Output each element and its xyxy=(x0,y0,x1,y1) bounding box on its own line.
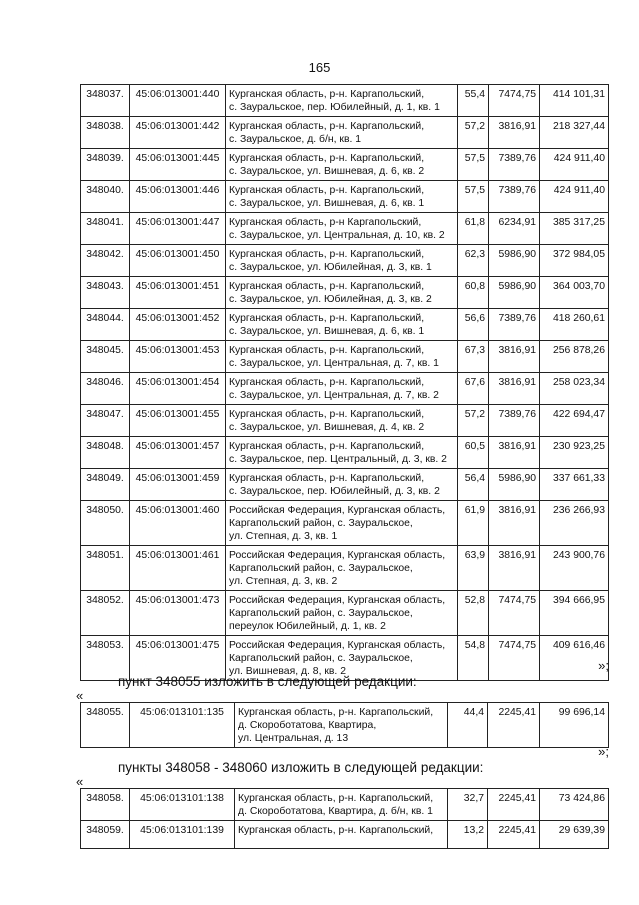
table-row xyxy=(81,405,609,437)
amendment-instruction: пункты 348058 - 348060 изложить в следующей редакции: xyxy=(118,760,484,775)
page-number: 165 xyxy=(308,60,331,75)
cell-cadastral-number: 45:06:013001:461 xyxy=(130,546,226,591)
address-line: Курганская область, р-н. Каргапольский, xyxy=(229,185,425,196)
cell-cadastral-cost: 258 023,34 xyxy=(540,373,609,405)
address-line: с. Зауральское, пер. Юбилейный, д. 1, кв. 1 xyxy=(229,102,440,113)
address-line: с. Зауральское, д. б/н, кв. 1 xyxy=(229,134,362,145)
cell-unit-price: 2245,41 xyxy=(488,703,540,748)
cell-area-value: 57,5 xyxy=(458,181,489,213)
cell-address xyxy=(226,277,458,309)
cell-address xyxy=(226,117,458,149)
cell-cadastral-cost: 236 266,93 xyxy=(540,501,609,546)
address-line: Курганская область, р-н Каргапольский, xyxy=(229,217,422,228)
table-row xyxy=(81,85,609,117)
cell-area-value: 44,4 xyxy=(448,703,488,748)
cell-area-value: 52,8 xyxy=(458,591,489,636)
cell-row-number: 348047. xyxy=(81,405,130,437)
address-line: ул. Степная, д. 3, кв. 1 xyxy=(229,531,338,542)
address-line: Курганская область, р-н. Каргапольский, xyxy=(229,345,425,356)
cell-unit-price: 2245,41 xyxy=(488,789,540,821)
address-line: Каргапольский район, с. Зауральское, xyxy=(229,653,413,664)
address-line: Курганская область, р-н. Каргапольский, xyxy=(229,89,425,100)
cell-area-value: 54,8 xyxy=(458,636,489,681)
cell-area-value: 57,5 xyxy=(458,149,489,181)
address-line: Курганская область, р-н. Каргапольский, xyxy=(238,825,434,836)
address-line: переулок Юбилейный, д. 1, кв. 2 xyxy=(229,621,386,632)
cell-row-number: 348039. xyxy=(81,149,130,181)
cell-row-number: 348040. xyxy=(81,181,130,213)
cell-area-value: 57,2 xyxy=(458,117,489,149)
cell-cadastral-cost: 230 923,25 xyxy=(540,437,609,469)
cell-cadastral-cost: 414 101,31 xyxy=(540,85,609,117)
cell-address xyxy=(226,469,458,501)
table-row xyxy=(81,821,609,849)
cell-unit-price: 7474,75 xyxy=(489,636,540,681)
registry-table-amended-348058-348060 xyxy=(80,788,609,849)
cell-area-value: 57,2 xyxy=(458,405,489,437)
cell-unit-price: 7389,76 xyxy=(489,149,540,181)
cell-cadastral-number: 45:06:013001:445 xyxy=(130,149,226,181)
cell-unit-price: 3816,91 xyxy=(489,501,540,546)
address-line: Каргапольский район, с. Зауральское, xyxy=(229,563,413,574)
address-line: Российская Федерация, Курганская область, xyxy=(229,595,446,606)
cell-unit-price: 3816,91 xyxy=(489,117,540,149)
cell-cadastral-cost: 218 327,44 xyxy=(540,117,609,149)
cell-cadastral-cost: 256 878,26 xyxy=(540,341,609,373)
cell-cadastral-number: 45:06:013001:459 xyxy=(130,469,226,501)
cell-cadastral-number: 45:06:013001:446 xyxy=(130,181,226,213)
cell-address xyxy=(226,405,458,437)
table-row xyxy=(81,469,609,501)
address-line: Курганская область, р-н. Каргапольский, xyxy=(229,121,425,132)
cell-row-number: 348043. xyxy=(81,277,130,309)
closing-quote: »; xyxy=(598,744,609,759)
address-line: ул. Центральная, д. 13 xyxy=(238,733,349,744)
address-line: с. Зауральское, ул. Вишневая, д. 4, кв. 2 xyxy=(229,422,425,433)
address-line: с. Зауральское, ул. Центральная, д. 10, кв. 2 xyxy=(229,230,445,241)
cell-address xyxy=(226,245,458,277)
cell-cadastral-number: 45:06:013001:460 xyxy=(130,501,226,546)
cell-row-number: 348052. xyxy=(81,591,130,636)
cell-row-number: 348059. xyxy=(81,821,130,849)
cell-cadastral-number: 45:06:013001:454 xyxy=(130,373,226,405)
address-line: с. Зауральское, ул. Юбилейная, д. 3, кв. 1 xyxy=(229,262,432,273)
cell-cadastral-number: 45:06:013001:447 xyxy=(130,213,226,245)
cell-row-number: 348050. xyxy=(81,501,130,546)
cell-address xyxy=(226,373,458,405)
cell-cadastral-number: 45:06:013001:475 xyxy=(130,636,226,681)
address-line: Курганская область, р-н. Каргапольский, xyxy=(229,409,425,420)
cell-cadastral-cost: 364 003,70 xyxy=(540,277,609,309)
cell-area-value: 13,2 xyxy=(448,821,488,849)
cell-address xyxy=(226,341,458,373)
cell-unit-price: 3816,91 xyxy=(489,437,540,469)
table-row xyxy=(81,277,609,309)
cell-unit-price: 3816,91 xyxy=(489,546,540,591)
cell-address xyxy=(226,437,458,469)
cell-cadastral-number: 45:06:013001:452 xyxy=(130,309,226,341)
cell-unit-price: 5986,90 xyxy=(489,245,540,277)
cell-row-number: 348055. xyxy=(81,703,130,748)
address-line: Курганская область, р-н. Каргапольский, xyxy=(238,707,434,718)
cell-area-value: 61,8 xyxy=(458,213,489,245)
table-row xyxy=(81,117,609,149)
opening-quote: « xyxy=(76,688,84,703)
table-row xyxy=(81,591,609,636)
cell-address xyxy=(226,309,458,341)
table-row xyxy=(81,373,609,405)
cell-cadastral-cost: 424 911,40 xyxy=(540,181,609,213)
cell-address xyxy=(226,546,458,591)
cell-area-value: 56,4 xyxy=(458,469,489,501)
cell-unit-price: 7474,75 xyxy=(489,85,540,117)
cell-area-value: 32,7 xyxy=(448,789,488,821)
opening-quote: « xyxy=(76,774,84,789)
address-line: Российская Федерация, Курганская область, xyxy=(229,550,446,561)
address-line: с. Зауральское, ул. Юбилейная, д. 3, кв. 2 xyxy=(229,294,432,305)
cell-unit-price: 2245,41 xyxy=(488,821,540,849)
address-line: Курганская область, р-н. Каргапольский, xyxy=(229,313,425,324)
address-line: Курганская область, р-н. Каргапольский, xyxy=(229,153,425,164)
cell-cadastral-cost: 243 900,76 xyxy=(540,546,609,591)
table-row xyxy=(81,245,609,277)
cell-address xyxy=(226,181,458,213)
cell-cadastral-number: 45:06:013101:139 xyxy=(130,821,235,849)
cell-row-number: 348049. xyxy=(81,469,130,501)
cell-unit-price: 7389,76 xyxy=(489,309,540,341)
table-row xyxy=(81,309,609,341)
cell-unit-price: 7474,75 xyxy=(489,591,540,636)
cell-cadastral-cost: 424 911,40 xyxy=(540,149,609,181)
cell-cadastral-cost: 99 696,14 xyxy=(540,703,609,748)
cell-row-number: 348048. xyxy=(81,437,130,469)
address-line: Курганская область, р-н. Каргапольский, xyxy=(229,441,425,452)
table-row xyxy=(81,437,609,469)
cell-unit-price: 6234,91 xyxy=(489,213,540,245)
table-row xyxy=(81,213,609,245)
cell-cadastral-cost: 73 424,86 xyxy=(540,789,609,821)
cell-cadastral-number: 45:06:013001:450 xyxy=(130,245,226,277)
table-row xyxy=(81,789,609,821)
cell-unit-price: 7389,76 xyxy=(489,181,540,213)
address-line: с. Зауральское, ул. Вишневая, д. 6, кв. 2 xyxy=(229,166,425,177)
table-row xyxy=(81,546,609,591)
cell-cadastral-cost: 409 616,46 xyxy=(540,636,609,681)
cell-cadastral-number: 45:06:013001:473 xyxy=(130,591,226,636)
cell-cadastral-cost: 418 260,61 xyxy=(540,309,609,341)
address-line: Российская Федерация, Курганская область, xyxy=(229,505,446,516)
table-row xyxy=(81,181,609,213)
cell-address xyxy=(226,213,458,245)
cell-row-number: 348041. xyxy=(81,213,130,245)
cell-area-value: 61,9 xyxy=(458,501,489,546)
address-line: Курганская область, р-н. Каргапольский, xyxy=(229,473,425,484)
cell-cadastral-number: 45:06:013101:135 xyxy=(130,703,235,748)
cell-unit-price: 3816,91 xyxy=(489,373,540,405)
address-line: Курганская область, р-н. Каргапольский, xyxy=(229,377,425,388)
cell-address xyxy=(235,703,448,748)
cell-row-number: 348053. xyxy=(81,636,130,681)
address-line: Курганская область, р-н. Каргапольский, xyxy=(229,249,425,260)
cell-row-number: 348051. xyxy=(81,546,130,591)
cell-address xyxy=(226,501,458,546)
table-row xyxy=(81,703,609,748)
cell-address xyxy=(235,821,448,849)
cell-cadastral-number: 45:06:013101:138 xyxy=(130,789,235,821)
address-line: с. Зауральское, пер. Юбилейный, д. 3, кв. 2 xyxy=(229,486,440,497)
address-line: с. Зауральское, ул. Вишневая, д. 6, кв. 1 xyxy=(229,326,425,337)
cell-address xyxy=(226,85,458,117)
address-line: с. Зауральское, пер. Центральный, д. 3, кв. 2 xyxy=(229,454,447,465)
cell-cadastral-number: 45:06:013001:453 xyxy=(130,341,226,373)
cell-row-number: 348058. xyxy=(81,789,130,821)
cell-unit-price: 5986,90 xyxy=(489,277,540,309)
cell-row-number: 348038. xyxy=(81,117,130,149)
cell-area-value: 63,9 xyxy=(458,546,489,591)
table-row xyxy=(81,341,609,373)
cell-address xyxy=(226,591,458,636)
table-row xyxy=(81,501,609,546)
cell-unit-price: 5986,90 xyxy=(489,469,540,501)
address-line: Каргапольский район, с. Зауральское, xyxy=(229,518,413,529)
cell-cadastral-cost: 394 666,95 xyxy=(540,591,609,636)
address-line: ул. Степная, д. 3, кв. 2 xyxy=(229,576,338,587)
cell-unit-price: 3816,91 xyxy=(489,341,540,373)
cell-cadastral-cost: 422 694,47 xyxy=(540,405,609,437)
address-line: с. Зауральское, ул. Центральная, д. 7, кв. 2 xyxy=(229,390,439,401)
cell-cadastral-cost: 337 661,33 xyxy=(540,469,609,501)
address-line: Каргапольский район, с. Зауральское, xyxy=(229,608,413,619)
cell-cadastral-cost: 372 984,05 xyxy=(540,245,609,277)
address-line: д. Скороботатова, Квартира, д. б/н, кв. 1 xyxy=(238,806,433,817)
cell-cadastral-number: 45:06:013001:455 xyxy=(130,405,226,437)
amendment-instruction: пункт 348055 изложить в следующей редакции: xyxy=(118,674,417,689)
cell-row-number: 348046. xyxy=(81,373,130,405)
cell-area-value: 55,4 xyxy=(458,85,489,117)
address-line: с. Зауральское, ул. Вишневая, д. 6, кв. 1 xyxy=(229,198,425,209)
cell-row-number: 348044. xyxy=(81,309,130,341)
address-line: Курганская область, р-н. Каргапольский, xyxy=(229,281,425,292)
cell-row-number: 348042. xyxy=(81,245,130,277)
cell-area-value: 67,6 xyxy=(458,373,489,405)
cell-area-value: 62,3 xyxy=(458,245,489,277)
cell-cadastral-number: 45:06:013001:457 xyxy=(130,437,226,469)
cell-area-value: 67,3 xyxy=(458,341,489,373)
cell-cadastral-cost: 29 639,39 xyxy=(540,821,609,849)
cell-cadastral-cost: 385 317,25 xyxy=(540,213,609,245)
cell-area-value: 60,8 xyxy=(458,277,489,309)
address-line: Российская Федерация, Курганская область, xyxy=(229,640,446,651)
cell-address xyxy=(235,789,448,821)
address-line: Курганская область, р-н. Каргапольский, xyxy=(238,793,434,804)
cell-area-value: 56,6 xyxy=(458,309,489,341)
cell-cadastral-number: 45:06:013001:442 xyxy=(130,117,226,149)
cell-row-number: 348045. xyxy=(81,341,130,373)
closing-quote: »; xyxy=(598,658,609,673)
registry-table-amended-348055 xyxy=(80,702,609,748)
address-line: ул. Вишневая, д. 8, кв. 2 xyxy=(229,666,346,677)
cell-row-number: 348037. xyxy=(81,85,130,117)
table-row xyxy=(81,149,609,181)
cell-cadastral-number: 45:06:013001:440 xyxy=(130,85,226,117)
registry-table-main xyxy=(80,84,609,681)
cell-address xyxy=(226,149,458,181)
cell-cadastral-number: 45:06:013001:451 xyxy=(130,277,226,309)
cell-area-value: 60,5 xyxy=(458,437,489,469)
cell-unit-price: 7389,76 xyxy=(489,405,540,437)
address-line: с. Зауральское, ул. Центральная, д. 7, кв. 1 xyxy=(229,358,439,369)
address-line: д. Скороботатова, Квартира, xyxy=(238,720,377,731)
